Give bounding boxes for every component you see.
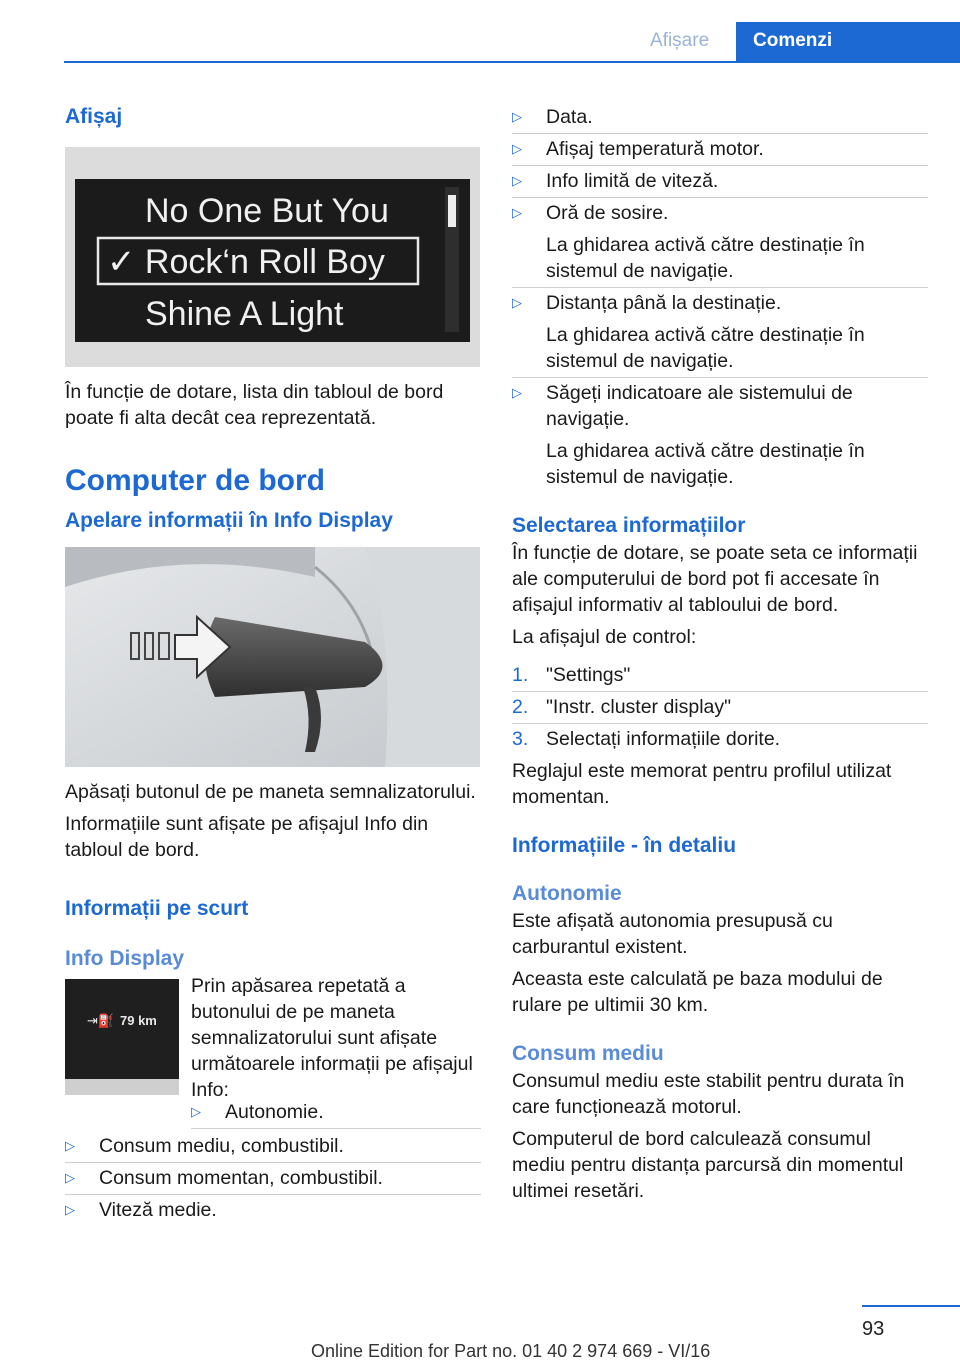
list-item <box>65 1197 481 1223</box>
heading-apelare-informatii: Apelare informații în Info Display <box>65 509 393 532</box>
footer-edition: Online Edition for Part no. 01 40 2 974 669 - VI/16 <box>311 1341 711 1361</box>
bullet-text: Info limită de viteză. <box>546 170 719 192</box>
text-prin-apasarea: Prin apăsarea repetată a butonului de pe maneta semnalizatorului sunt afișate următoarele informații pe afișajul Info: <box>191 975 473 1101</box>
figure-playlist-display <box>65 147 481 367</box>
bullet-text: Data. <box>546 106 593 128</box>
bullet-text: Oră de sosire. <box>546 202 669 224</box>
tab-afisare[interactable]: Afișare <box>650 30 710 51</box>
list-item <box>512 290 928 374</box>
heading-computer-de-bord: Computer de bord <box>65 464 325 497</box>
bullet-text: Săgeți indicatoare ale sistemului de navigație. <box>546 382 853 430</box>
list-item <box>512 104 928 130</box>
bullet-note: La ghidarea activă către destinație în sistemul de navigație. <box>546 440 865 488</box>
step-text: Selectați informațiile dorite. <box>546 728 781 750</box>
triangle-bullet-icon: ▷ <box>512 173 522 188</box>
list-item <box>512 168 928 194</box>
text-consum-2: Computerul de bord calculează consumul mediu pentru distanța parcursă din momentul ultimei resetări. <box>512 1128 904 1202</box>
list-item: 3. Selectați informațiile dorite. <box>512 726 928 752</box>
list-item <box>512 380 928 490</box>
heading-consum-mediu: Consum mediu <box>512 1042 664 1065</box>
triangle-bullet-icon: ▷ <box>65 1202 75 1217</box>
display-line-2: ✓ Rock‘n Roll Boy <box>107 243 385 281</box>
triangle-bullet-icon: ▷ <box>65 1138 75 1153</box>
list-item <box>65 1133 481 1159</box>
tab-comenzi[interactable]: Comenzi <box>736 22 960 63</box>
text-la-afisajul-de-control: La afișajul de control: <box>512 626 697 648</box>
heading-afisaj: Afișaj <box>65 105 123 128</box>
bullet-text: Viteză medie. <box>99 1199 217 1221</box>
list-item: 1. "Settings" <box>512 662 928 688</box>
fuel-pump-icon: ⇥⛽ <box>87 1013 115 1028</box>
heading-selectarea-informatiilor: Selectarea informațiilor <box>512 514 746 537</box>
steps-list <box>512 662 928 752</box>
bullet-note: La ghidarea activă către destinație în sistemul de navigație. <box>546 234 865 282</box>
bullet-text: Consum momentan, combustibil. <box>99 1167 383 1189</box>
right-column <box>512 104 928 1204</box>
triangle-bullet-icon: ▷ <box>191 1104 201 1119</box>
heading-informatiile-in-detaliu: Informațiile - în detaliu <box>512 834 737 857</box>
list-item: 2. "Instr. cluster display" <box>512 694 928 720</box>
footer-rule <box>862 1305 960 1307</box>
heading-informatii-pe-scurt: Informații pe scurt <box>65 897 249 920</box>
triangle-bullet-icon: ▷ <box>512 109 522 124</box>
left-bullet-list <box>65 1099 481 1223</box>
display-line-3: Shine A Light <box>145 295 344 333</box>
bullet-note: La ghidarea activă către destinație în sistemul de navigație. <box>546 324 865 372</box>
list-item <box>191 1099 481 1125</box>
triangle-bullet-icon: ▷ <box>512 141 522 156</box>
left-column <box>65 98 481 1223</box>
figure-turn-signal-lever <box>65 547 481 767</box>
text-informatiile-afisate: Informațiile sunt afișate pe afișajul Info din tabloul de bord. <box>65 813 429 861</box>
bullet-text: Autonomie. <box>225 1101 324 1123</box>
heading-autonomie: Autonomie <box>512 882 622 905</box>
text-consum-1: Consumul mediu este stabilit pentru durata în care funcționează motorul. <box>512 1070 905 1118</box>
list-item <box>512 200 928 284</box>
heading-info-display: Info Display <box>65 947 185 970</box>
triangle-bullet-icon: ▷ <box>512 385 522 400</box>
list-item <box>512 136 928 162</box>
bullet-text: Consum mediu, combustibil. <box>99 1135 344 1157</box>
text-apasati-butonul: Apăsați butonul de pe maneta semnalizatorului. <box>65 781 476 803</box>
text-in-functie-de-dotare: În funcție de dotare, se poate seta ce informații ale computerului de bord pot fi accesate în afișajul informativ al tabloului de bord. <box>512 542 918 616</box>
bullet-text: Afișaj temperatură motor. <box>546 138 764 160</box>
bullet-text: Distanța până la destinație. <box>546 292 782 314</box>
triangle-bullet-icon: ▷ <box>65 1170 75 1185</box>
text-autonomie-1: Este afișată autonomia presupusă cu carburantul existent. <box>512 910 833 958</box>
text-autonomie-2: Aceasta este calculată pe baza modului de rulare pe ultimii 30 km. <box>512 968 883 1016</box>
list-item <box>65 1165 481 1191</box>
display-line-1: No One But You <box>145 192 389 230</box>
info-readout: 79 km <box>120 1013 157 1028</box>
info-display-block <box>65 973 481 1103</box>
caption-afisaj: În funcție de dotare, lista din tabloul de bord poate fi alta decât cea reprezentată. <box>65 381 444 429</box>
step-text: "Instr. cluster display" <box>546 696 732 718</box>
text-reglajul-memorat: Reglajul este memorat pentru profilul utilizat momentan. <box>512 760 892 808</box>
triangle-bullet-icon: ▷ <box>512 295 522 310</box>
page-number: 93 <box>862 1318 885 1340</box>
step-text: "Settings" <box>546 664 631 686</box>
figure-info-display <box>65 979 179 1095</box>
triangle-bullet-icon: ▷ <box>512 205 522 220</box>
